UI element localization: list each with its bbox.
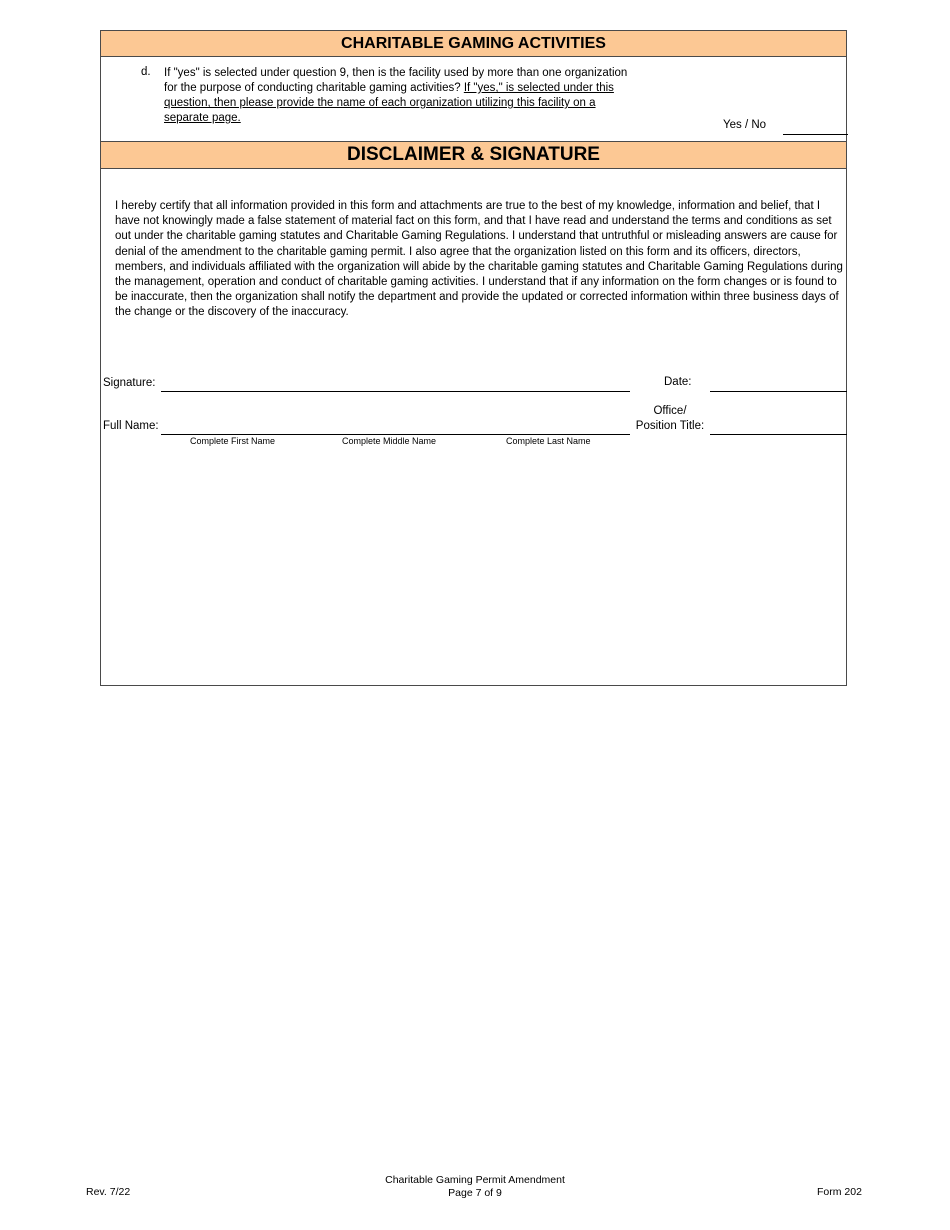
office-position-label — [630, 404, 710, 434]
footer-page-number: Page 7 of 9 — [448, 1187, 502, 1199]
question-text — [164, 66, 634, 126]
footer-form-number: Form 202 — [817, 1186, 862, 1198]
office-position-field[interactable] — [710, 434, 847, 435]
yes-no-answer-field[interactable] — [783, 134, 848, 135]
first-name-caption: Complete First Name — [190, 436, 276, 446]
question-plain-text: If "yes" is selected under question 9, then is the facility used by more than one organization for the purpose of conducting charitable gaming activities? — [164, 67, 628, 94]
office-label-line2: Position Title: — [635, 420, 705, 432]
question-letter: d. — [141, 66, 151, 78]
last-name-caption: Complete Last Name — [506, 436, 591, 446]
footer-form-title: Charitable Gaming Permit Amendment — [385, 1174, 565, 1186]
full-name-label: Full Name: — [103, 420, 159, 432]
date-label: Date: — [664, 376, 692, 388]
section-header-disclaimer: DISCLAIMER & SIGNATURE — [101, 141, 846, 169]
form-frame — [100, 30, 847, 686]
signature-field[interactable] — [161, 391, 630, 392]
disclaimer-text: I hereby certify that all information provided in this form and attachments are true to the best of my knowledge, information and belief, that I have not knowingly made a false statement of material fact on this form, and that I have read and understand the terms and conditions as set out under the charitable gaming statutes and Charitable Gaming Regulations. I understand that untruthful or misleading answers are cause for denial of the amendment to the charitable gaming permit. I also agree that the organization listed on this form and its officers, directors, members, and individuals affiliated with the organization will abide by the charitable gaming statutes and Charitable Gaming Regulations during the management, operation and conduct of charitable gaming activities. I understand that if any information on the form changes or is found to be inaccurate, then the organization shall notify the department and provide the updated or corrected information within three business days of the change or the discovery of the inaccuracy. — [115, 200, 843, 319]
signature-label: Signature: — [103, 377, 156, 389]
section-header-charitable-gaming: CHARITABLE GAMING ACTIVITIES — [101, 30, 846, 57]
yes-no-label: Yes / No — [723, 119, 767, 131]
middle-name-caption: Complete Middle Name — [342, 436, 437, 446]
full-name-field[interactable] — [161, 434, 630, 435]
date-field[interactable] — [710, 391, 847, 392]
footer-revision: Rev. 7/22 — [86, 1186, 131, 1198]
office-label-line1: Office/ — [653, 405, 687, 417]
footer-center — [350, 1174, 600, 1200]
question-underlined-text: If "yes," is selected under this question, then please provide the name of each organization utilizing this facility on a separate page. — [164, 82, 614, 124]
